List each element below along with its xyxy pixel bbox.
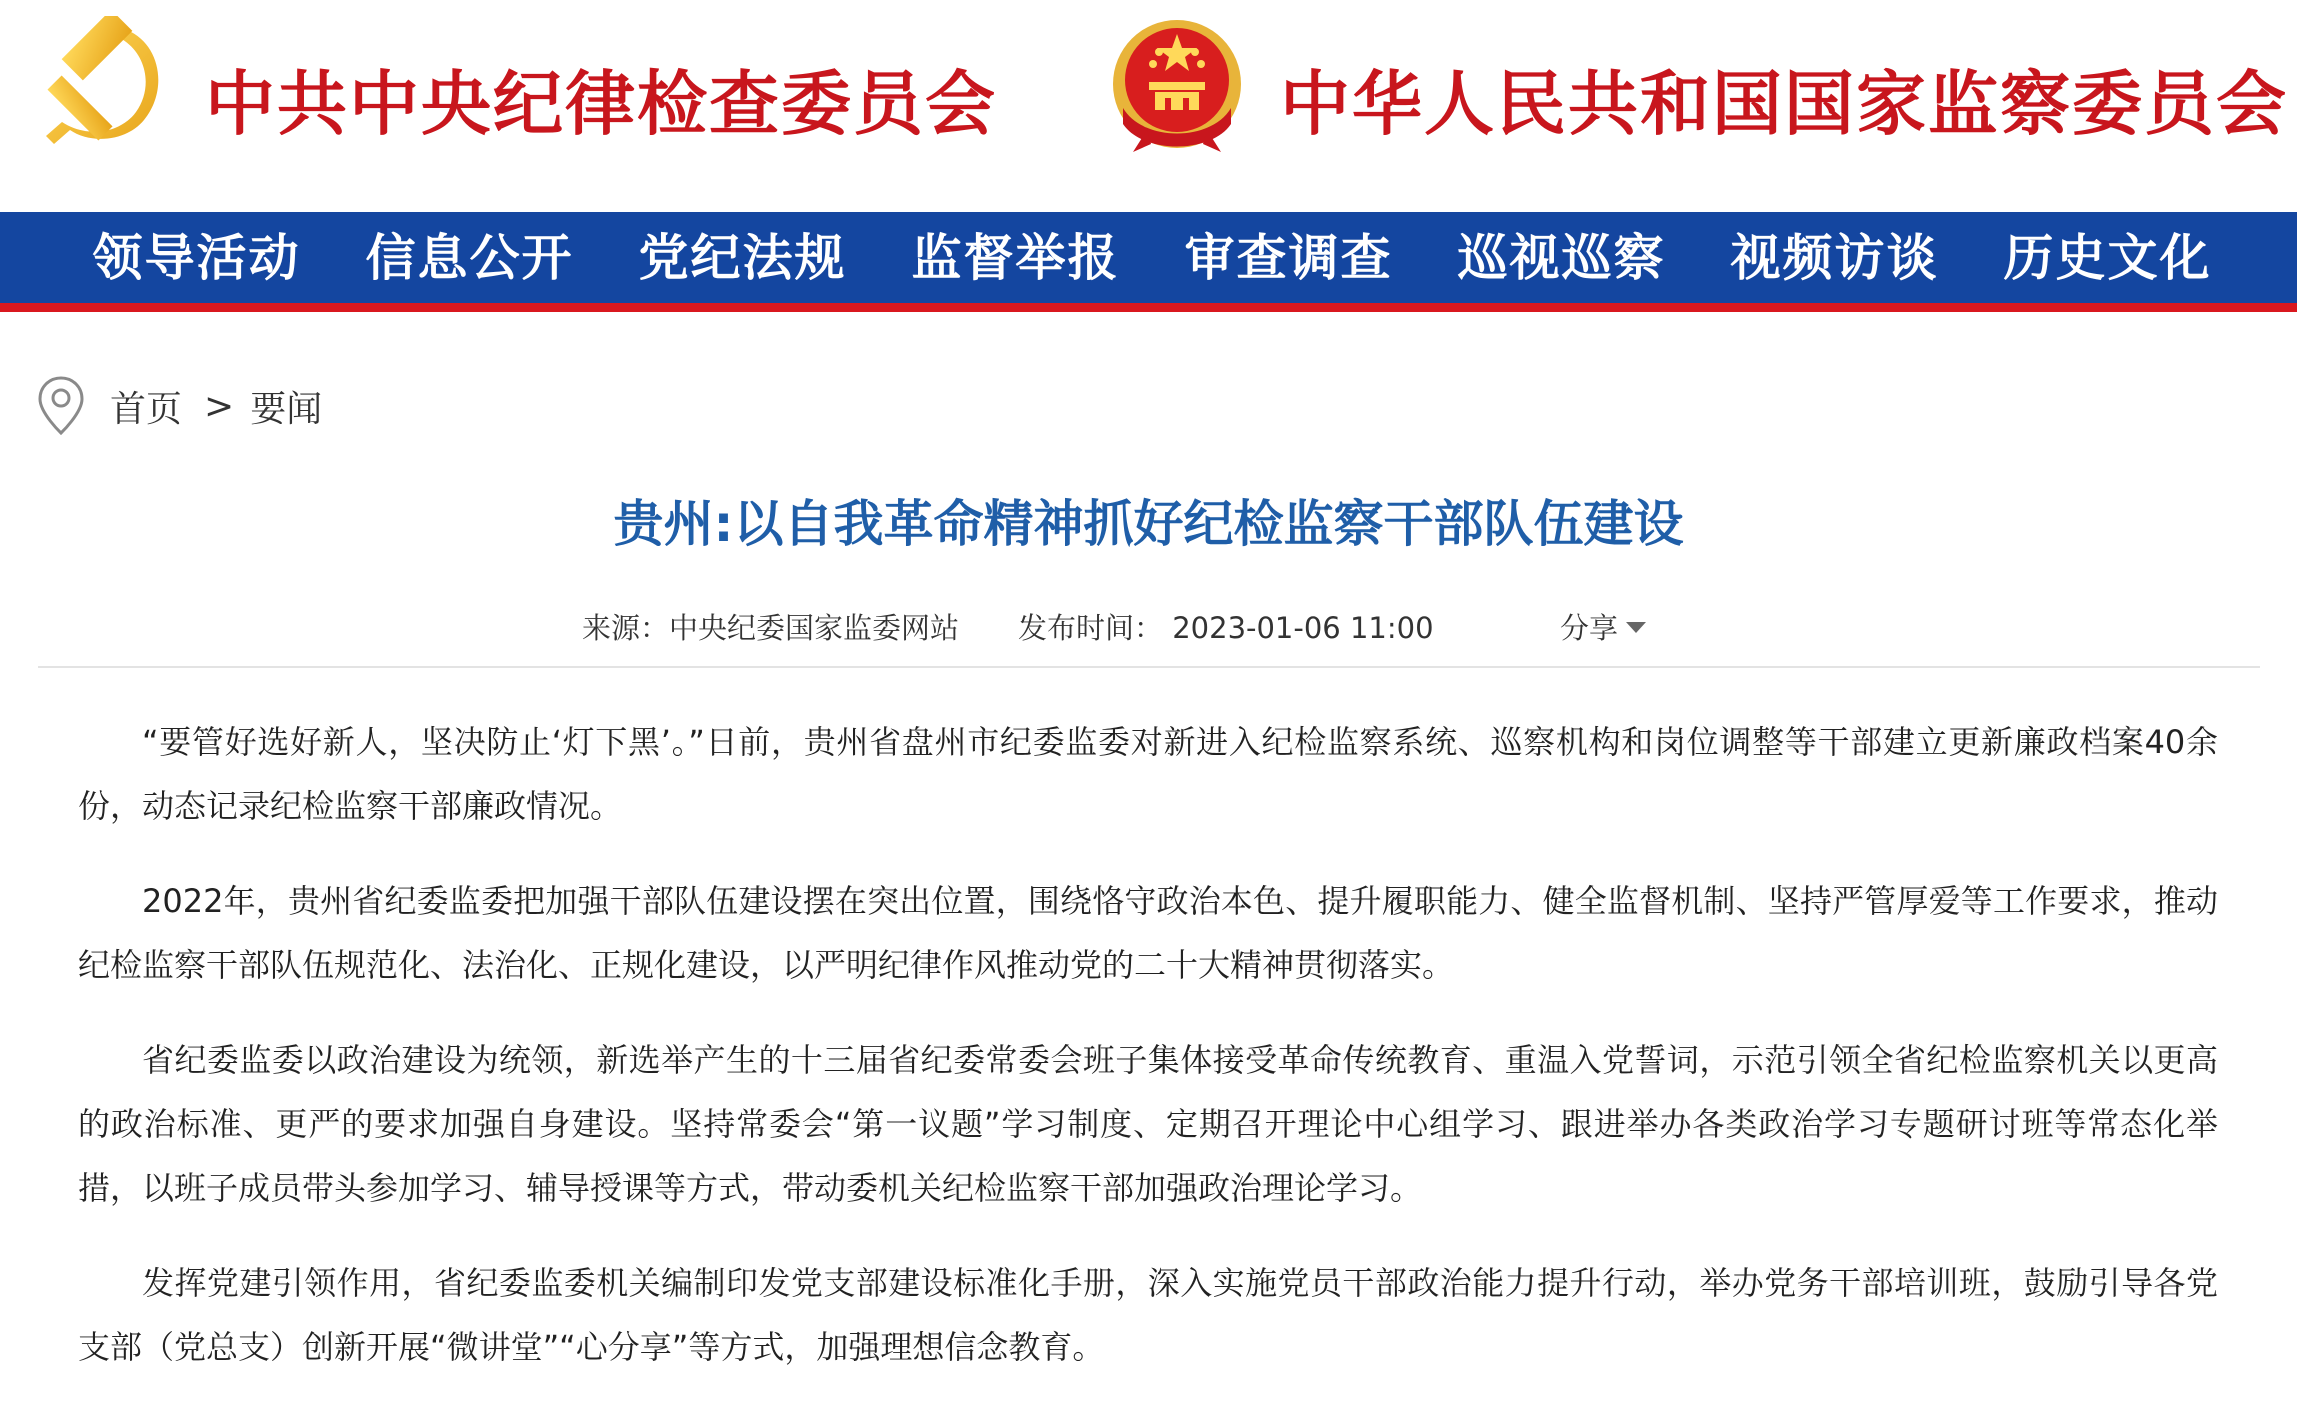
breadcrumb-current[interactable]: 要闻: [250, 388, 323, 430]
nav-item-information-disclosure[interactable]: 信息公开: [365, 228, 574, 287]
main-nav: [0, 212, 2297, 312]
nav-item-supervision-reporting[interactable]: 监督举报: [911, 228, 1120, 287]
national-supervisory-commission-title[interactable]: 中华人民共和国国家监察委员会: [1280, 62, 2288, 145]
share-label: 分享: [1560, 611, 1619, 645]
nav-item-party-regulations[interactable]: 党纪法规: [638, 228, 847, 287]
divider: [38, 666, 2260, 668]
chevron-down-icon: [1626, 622, 1646, 633]
nav-item-history-culture[interactable]: 历史文化: [2003, 228, 2212, 287]
article-paragraph: “要管好选好新人，坚决防止‘灯下黑’。”日前，贵州省盘州市纪委监委对新进入纪检监察系统、巡察机构和岗位调整等干部建立更新廉政档案40余份，动态记录纪检监察干部廉政情况。: [78, 723, 2218, 825]
nav-item-review-investigation[interactable]: 审查调查: [1184, 228, 1393, 287]
article-body: [78, 710, 2218, 1410]
article-meta: [0, 606, 2297, 650]
cpc-discipline-commission-title[interactable]: 中共中央纪律检查委员会: [205, 62, 997, 145]
breadcrumb: [36, 374, 322, 438]
site-header: [0, 0, 2297, 212]
national-emblem-icon[interactable]: [1103, 12, 1251, 160]
article-paragraph: 发挥党建引领作用，省纪委监委机关编制印发党支部建设标准化手册，深入实施党员干部政治能力提升行动，举办党务干部培训班，鼓励引导各党支部（党总支）创新开展“微讲堂”“心分享”等方式，加强理想信念教育。: [78, 1264, 2218, 1366]
nav-item-inspection-tours[interactable]: 巡视巡察: [1457, 228, 1666, 287]
nav-item-video-interviews[interactable]: 视频访谈: [1730, 228, 1939, 287]
breadcrumb-home-link[interactable]: 首页: [110, 388, 183, 430]
nav-item-leadership-activities[interactable]: 领导活动: [92, 228, 301, 287]
location-pin-icon: [36, 375, 86, 437]
article-title: 贵州:以自我革命精神抓好纪检监察干部队伍建设: [613, 495, 1684, 553]
article-paragraph: 省纪委监委以政治建设为统领，新选举产生的十三届省纪委常委会班子集体接受革命传统教育、重温入党誓词，示范引领全省纪检监察机关以更高的政治标准、更严的要求加强自身建设。坚持常委会“第一议题”学习制度、定期召开理论中心组学习、跟进举办各类政治学习专题研讨班等常态化举措，以班子成员带头参加学习、辅导授课等方式，带动委机关纪检监察干部加强政治理论学习。: [78, 1041, 2218, 1207]
article-paragraph: 2022年，贵州省纪委监委把加强干部队伍建设摆在突出位置，围绕恪守政治本色、提升履职能力、健全监督机制、坚持严管厚爱等工作要求，推动纪检监察干部队伍规范化、法治化、正规化建设，以严明纪律作风推动党的二十大精神贯彻落实。: [78, 882, 2218, 984]
article-source: 来源：中央纪委国家监委网站: [582, 611, 960, 645]
party-emblem-icon[interactable]: [40, 16, 178, 154]
breadcrumb-separator: >: [204, 385, 235, 427]
article-publish-time: 发布时间： 2023-01-06 11:00: [1018, 611, 1434, 645]
share-button[interactable]: [1560, 606, 1646, 647]
